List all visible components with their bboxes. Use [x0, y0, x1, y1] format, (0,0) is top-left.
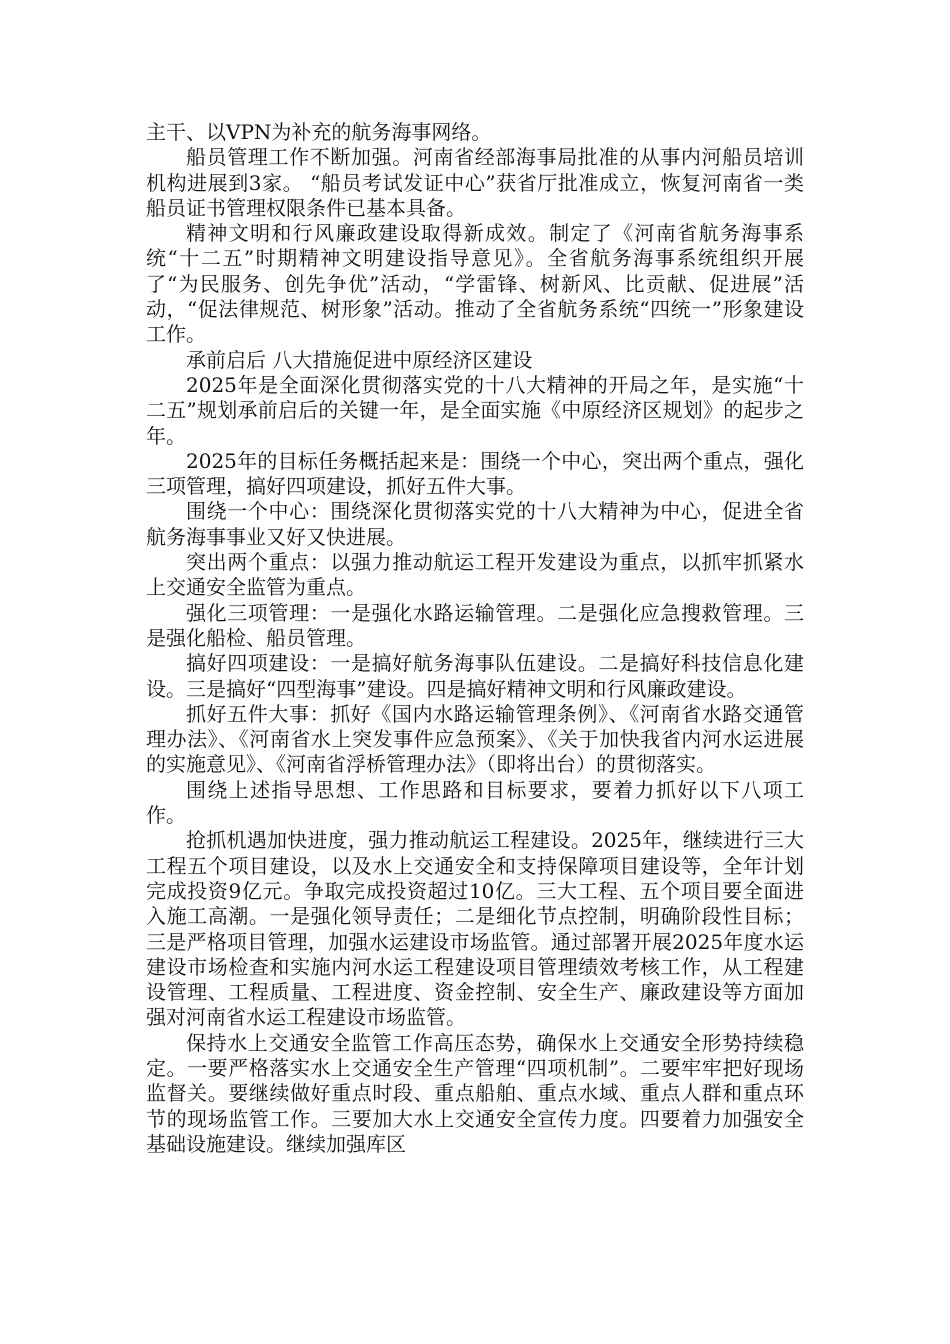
paragraph-year-intro: 2025年是全面深化贯彻落实党的十八大精神的开局之年，是实施“十二五”规划承前启后的关键一年，是全面实施《中原经济区规划》的起步之年。 — [146, 372, 804, 448]
paragraph-eight-tasks: 围绕上述指导思想、工作思路和目标要求，要着力抓好以下八项工作。 — [146, 777, 804, 828]
paragraph-four-construction: 搞好四项建设：一是搞好航务海事队伍建设。二是搞好科技信息化建设。三是搞好“四型海事”建设。四是搞好精神文明和行风廉政建设。 — [146, 651, 804, 701]
section-heading: 承前启后 八大措施促进中原经济区建设 — [186, 347, 533, 372]
document-body — [146, 120, 804, 1157]
paragraph-shipping-projects: 抢抓机遇加快进度，强力推动航运工程建设。2025年，继续进行三大工程五个项目建设，以及水上交通安全和支持保障项目建设等，全年计划完成投资9亿元。争取完成投资超过10亿。三大工程、五个项目要全面进入施工高潮。一是强化领导责任；二是细化节点控制，明确阶段性目标；三是严格项目管理，加强水运建设市场监管。通过部署开展2025年度水运建设市场检查和实施内河水运工程建设项目管理绩效考核工作，从工程建设管理、工程质量、工程进度、资金控制、安全生产、廉政建设等方面加强对河南省水运工程建设市场监管。 — [146, 828, 804, 1030]
paragraph-crew-management: 船员管理工作不断加强。河南省经部海事局批准的从事内河船员培训机构进展到3家。 “船员考试发证中心”获省厅批准成立，恢复河南省一类船员证书管理权限条件已基本具备。 — [146, 145, 804, 220]
paragraph-two-focus: 突出两个重点：以强力推动航运工程开发建设为重点，以抓牢抓紧水上交通安全监管为重点。 — [146, 550, 804, 600]
paragraph-goals: 2025年的目标任务概括起来是：围绕一个中心，突出两个重点，强化三项管理，搞好四项建设，抓好五件大事。 — [146, 448, 804, 499]
paragraph-safety-supervision: 保持水上交通安全监管工作高压态势，确保水上交通安全形势持续稳定。一要严格落实水上交通安全生产管理“四项机制”。二要牢牢把好现场监督关。要继续做好重点时段、重点船舶、重点水域、重点人群和重点环节的现场监管工作。三要加大水上交通安全宣传力度。四要着力加强安全基础设施建设。继续加强库区 — [146, 1030, 804, 1156]
paragraph-civilization: 精神文明和行风廉政建设取得新成效。制定了《河南省航务海事系统“十二五”时期精神文明建设指导意见》。全省航务海事系统组织开展了“为民服务、创先争优”活动，“学雷锋、树新风、比贡献、促进展”活动，“促法律规范、树形象”活动。推动了全省航务系统“四统一”形象建设工作。 — [146, 221, 804, 347]
paragraph-network: 主干、以VPN为补充的航务海事网络。 — [146, 120, 492, 144]
paragraph-five-matters: 抓好五件大事：抓好《国内水路运输管理条例》、《河南省水路交通管理办法》、《河南省水上突发事件应急预案》、《关于加快我省内河水运进展的实施意见》、《河南省浮桥管理办法》（即将出台）的贯彻落实。 — [146, 701, 804, 777]
paragraph-three-management: 强化三项管理：一是强化水路运输管理。二是强化应急搜救管理。三是强化船检、船员管理。 — [146, 600, 804, 650]
paragraph-one-center: 围绕一个中心：围绕深化贯彻落实党的十八大精神为中心，促进全省航务海事事业又好又快进展。 — [146, 499, 804, 549]
